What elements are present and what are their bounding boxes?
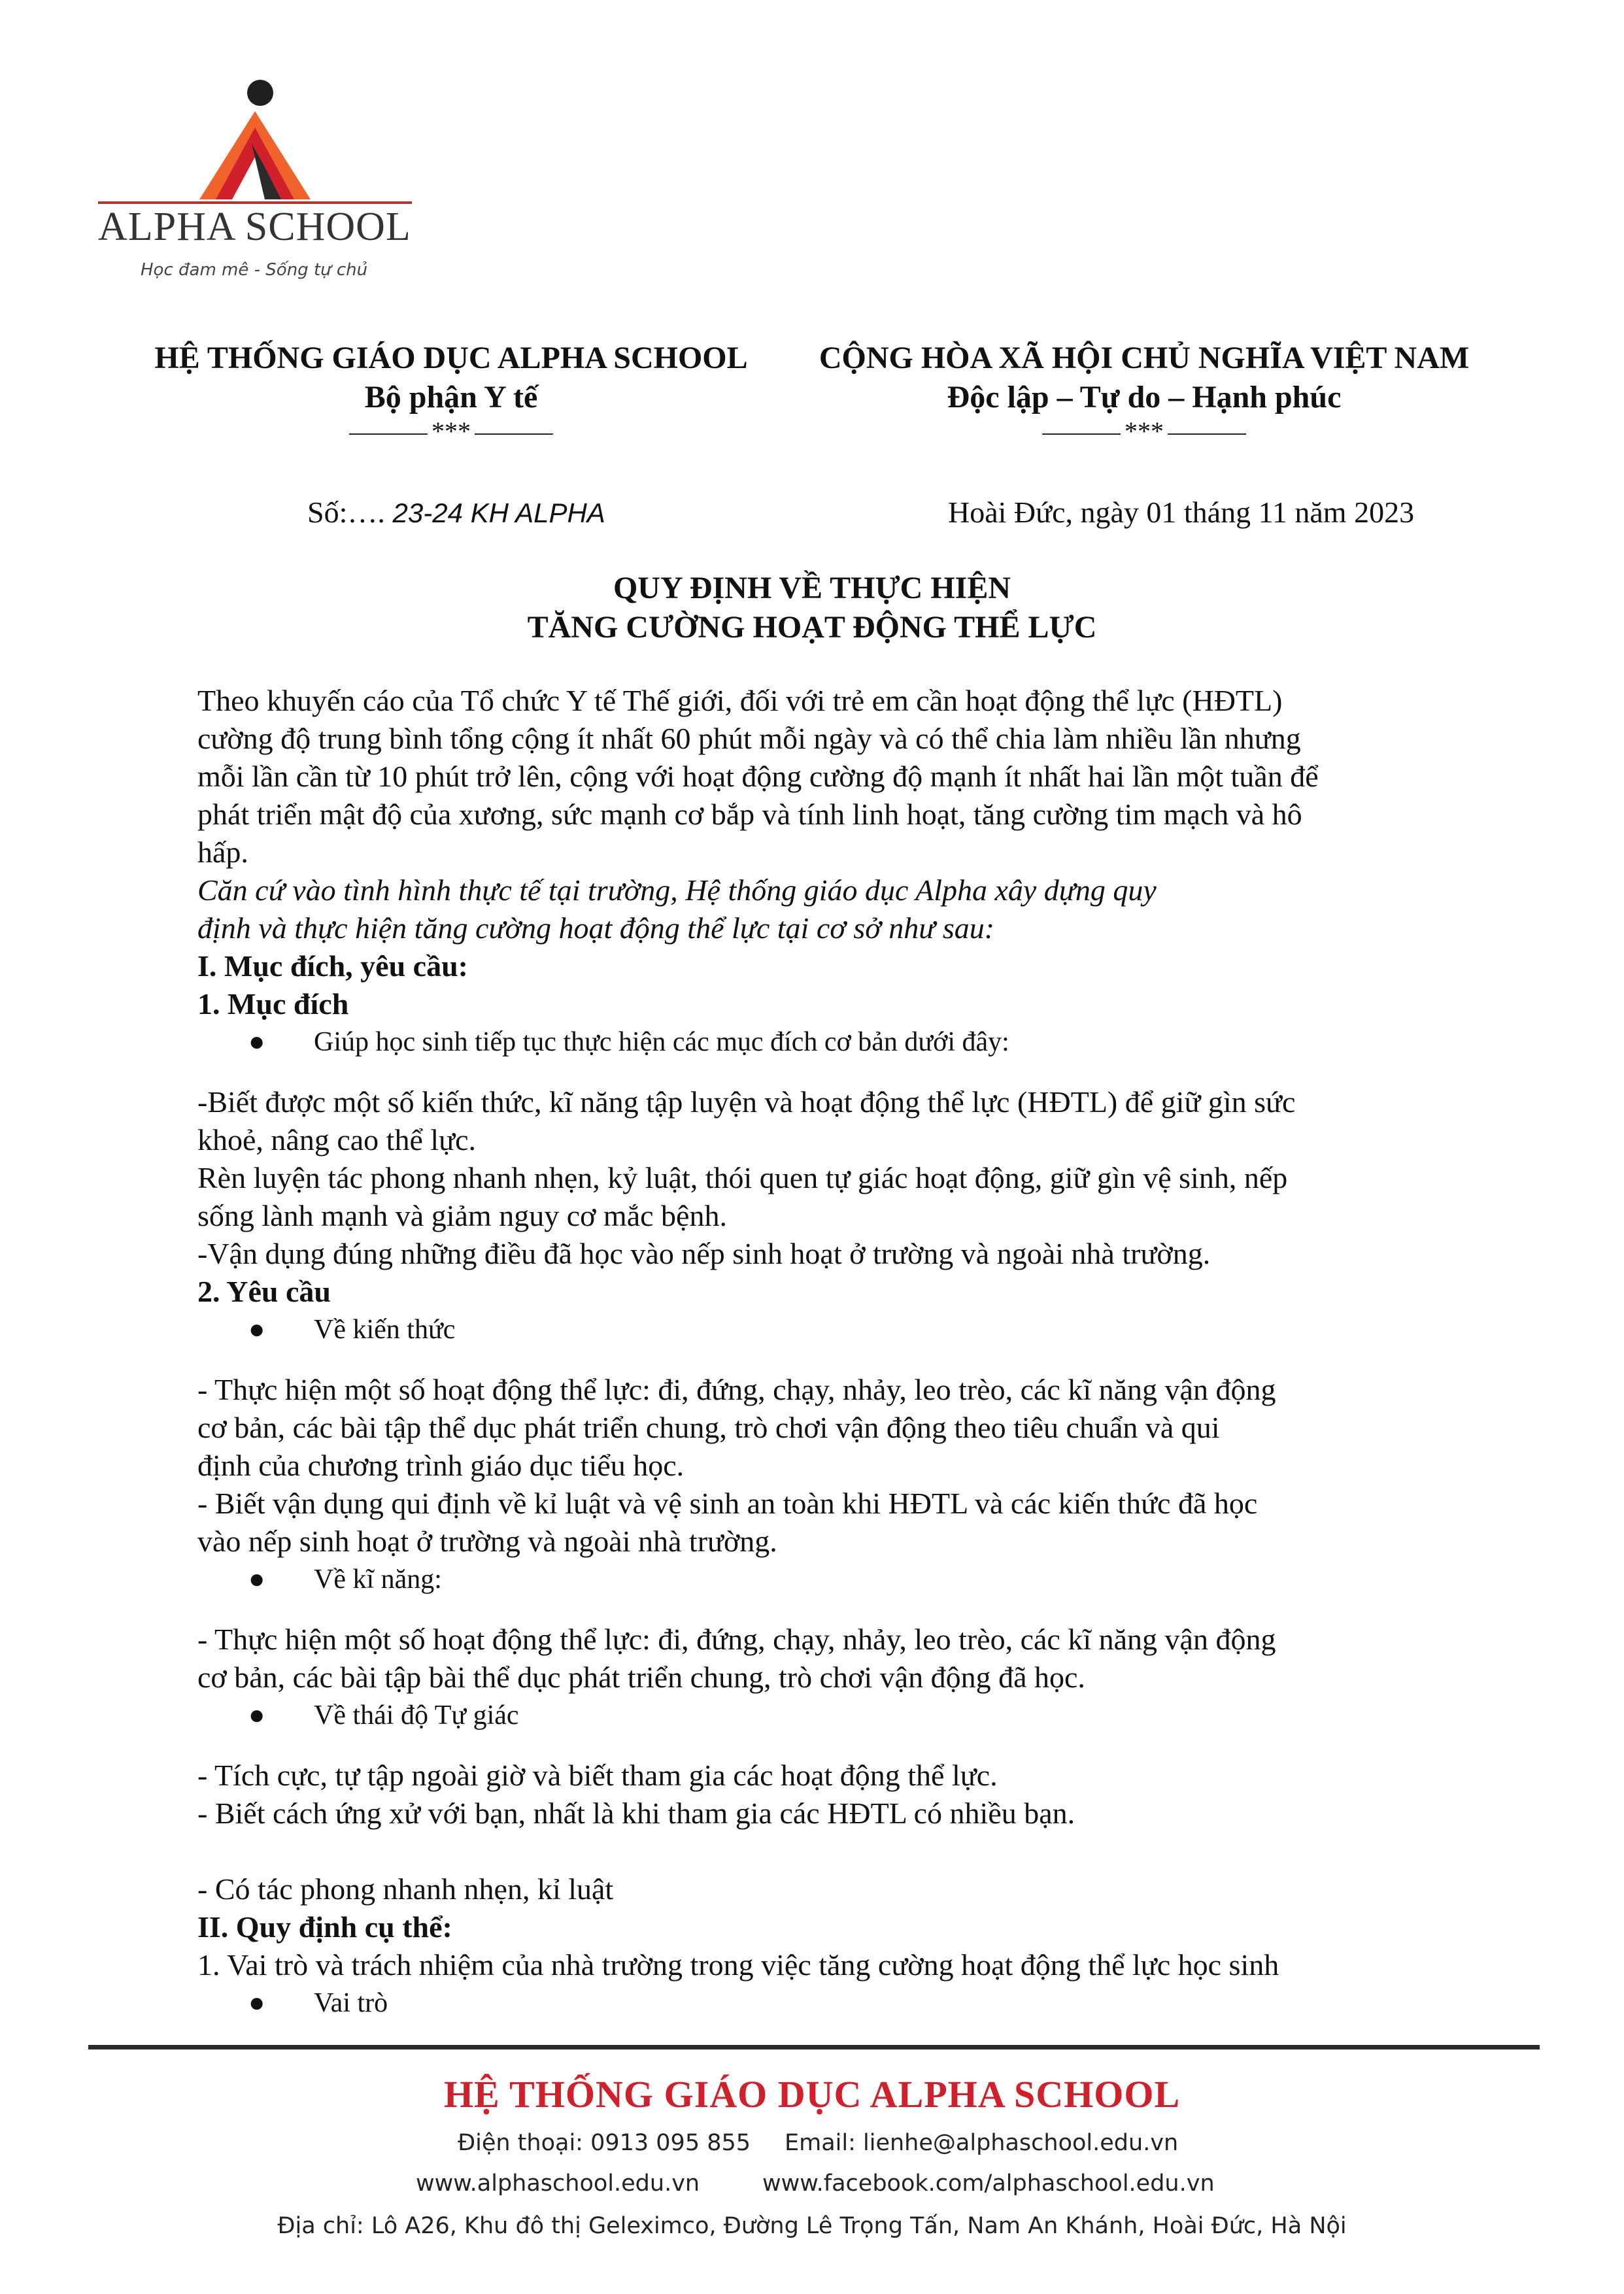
footer-phone: Điện thoại: 0913 095 855 bbox=[458, 2130, 751, 2156]
left-separator: *** bbox=[124, 417, 778, 446]
intro-paragraph: Theo khuyến cáo của Tổ chức Y tế Thế giới, đối với trẻ em cần hoạt động thể lực (HĐTL) cường độ trung bình tổng cộng ít nhất 60 phút mỗi ngày và có thể chia làm nhiều lần nhưng mỗi lần cần từ 10 phút trở lên, cộng với hoạt động cường độ mạnh ít nhất hai lần một tuần để phát triển mật độ của xương, sức mạnh cơ bắp và tính linh hoạt, tăng cường tim mạch và hô hấp. bbox=[197, 684, 1319, 869]
footer-website-link[interactable]: www.alphaschool.edu.vn bbox=[416, 2170, 700, 2197]
subsection-heading: 2. Yêu cầu bbox=[197, 1275, 331, 1308]
footer-org: HỆ THỐNG GIÁO DỤC ALPHA SCHOOL bbox=[443, 2073, 1181, 2116]
purpose-paragraph: -Biết được một số kiến thức, kĩ năng tập luyện và hoạt động thể lực (HĐTL) để giữ gìn sức khoẻ, nâng cao thể lực. Rèn luyện tác phong nhanh nhẹn, kỷ luật, thói quen tự giác hoạt động, giữ gìn vệ sinh, nếp sống lành mạnh và giảm nguy cơ mắc bệnh. -Vận dụng đúng những điều đã học vào nếp sinh hoạt ở trường và ngoài nhà trường. bbox=[197, 1085, 1296, 1270]
national-title: CỘNG HÒA XÃ HỘI CHỦ NGHĨA VIỆT NAM bbox=[819, 341, 1470, 375]
logo-brand-text: ALPHA SCHOOL bbox=[98, 205, 411, 249]
logo-slogan: Học đam mê - Sống tự chủ bbox=[141, 260, 368, 280]
section-heading: I. Mục đích, yêu cầu: bbox=[197, 949, 468, 983]
national-motto: Độc lập – Tự do – Hạnh phúc bbox=[947, 380, 1342, 414]
alpha-logo-icon bbox=[92, 65, 418, 209]
document-body bbox=[197, 682, 1557, 2022]
bullet-item: ● Về kĩ năng: bbox=[248, 1564, 442, 1594]
bullet-item: ● Về thái độ Tự giác bbox=[248, 1700, 519, 1730]
document-title: QUY ĐỊNH VỀ THỰC HIỆN TĂNG CƯỜNG HOẠT ĐỘNG THỂ LỰC bbox=[527, 571, 1097, 645]
knowledge-paragraph: - Thực hiện một số hoạt động thể lực: đi, đứng, chạy, nhảy, leo trèo, các kĩ năng vận động cơ bản, các bài tập thể dục phát triển chung, trò chơi vận động theo tiêu chuẩn và qui định của chương trình giáo dục tiểu học. - Biết vận dụng qui định về kỉ luật và vệ sinh an toàn khi HĐTL và các kiến thức đã học vào nếp sinh hoạt ở trường và ngoài nhà trường. bbox=[197, 1373, 1276, 1558]
school-logo bbox=[92, 65, 418, 301]
department: Bộ phận Y tế bbox=[364, 380, 538, 414]
org-title: HỆ THỐNG GIÁO DỤC ALPHA SCHOOL bbox=[154, 341, 748, 375]
bullet-item: ● Vai trò bbox=[248, 1988, 388, 2018]
subsection-heading: 1. Vai trò và trách nhiệm của nhà trường trong việc tăng cường hoạt động thể lực học sinh bbox=[197, 1948, 1279, 1982]
right-separator: *** bbox=[778, 417, 1510, 446]
section-heading: II. Quy định cụ thể: bbox=[197, 1910, 452, 1944]
basis-paragraph: Căn cứ vào tình hình thực tế tại trường, Hệ thống giáo dục Alpha xây dựng quy định và thực hiện tăng cường hoạt động thể lực tại cơ sở như sau: bbox=[197, 873, 1157, 945]
subsection-heading: 1. Mục đích bbox=[197, 987, 349, 1020]
bullet-item: ● Giúp học sinh tiếp tục thực hiện các mục đích cơ bản dưới đây: bbox=[248, 1027, 1009, 1057]
footer-divider bbox=[88, 2045, 1540, 2049]
footer-facebook-link[interactable]: www.facebook.com/alphaschool.edu.vn bbox=[762, 2170, 1215, 2197]
header-right bbox=[778, 339, 1510, 446]
footer-email[interactable]: Email: lienhe@alphaschool.edu.vn bbox=[785, 2130, 1179, 2156]
document-date: Hoài Đức, ngày 01 tháng 11 năm 2023 bbox=[948, 496, 1415, 529]
document-number: Số:…. 23-24 KH ALPHA bbox=[307, 496, 605, 529]
footer-address: Địa chỉ: Lô A26, Khu đô thị Geleximco, Đường Lê Trọng Tấn, Nam An Khánh, Hoài Đức, Hà Nội bbox=[277, 2213, 1347, 2239]
discipline-line: - Có tác phong nhanh nhẹn, kỉ luật bbox=[197, 1872, 614, 1906]
bullet-item: ● Về kiến thức bbox=[248, 1315, 456, 1345]
attitude-paragraph: - Tích cực, tự tập ngoài giờ và biết tham gia các hoạt động thể lực. - Biết cách ứng xử với bạn, nhất là khi tham gia các HĐTL có nhiều bạn. bbox=[197, 1759, 1075, 1830]
skills-paragraph: - Thực hiện một số hoạt động thể lực: đi, đứng, chạy, nhảy, leo trèo, các kĩ năng vận động cơ bản, các bài tập bài thể dục phát triển chung, trò chơi vận động đã học. bbox=[197, 1623, 1276, 1694]
header-left bbox=[124, 339, 778, 446]
